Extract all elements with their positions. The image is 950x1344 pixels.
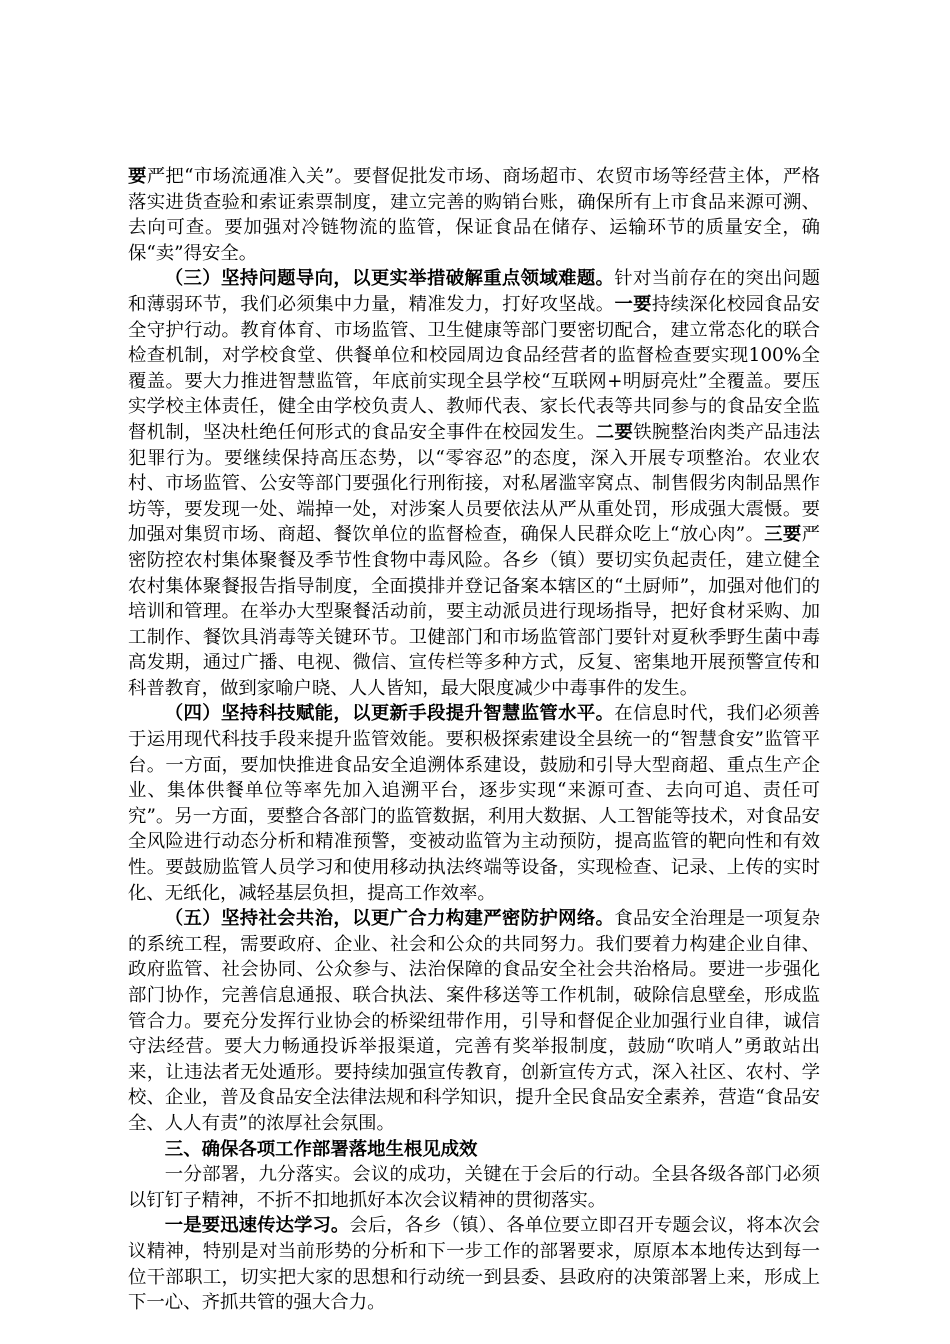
paragraph-text: 针对当前存在的突出问题和薄弱环节，我们必须集中力量，精准发力，打好攻坚战。 [128, 268, 820, 315]
paragraph-text: 在信息时代，我们必须善于运用现代科技手段来提升监管效能。要积极探索建设全县统一的“智慧食安”监管平台。一方面，要加快推进食品安全追溯体系建设，鼓励和引导大型商超、重点生产企业、集体供餐单位等率先加入追溯平台，逐步实现“来源可查、去向可追、责任可究”。另一方面，要整合各部门的监管数据，利用大数据、人工智能等技术，对食品安全风险进行动态分析和精准预警，变被动监管为主动预防，提高监管的靶向性和有效性。要鼓励监管人员学习和使用移动执法终端等设备，实现检查、记录、上传的实时化、无纸化，减轻基层负担，提高工作效率。 [128, 703, 820, 904]
paragraph-study [128, 1213, 820, 1315]
paragraph-implementation [128, 1162, 820, 1213]
paragraph-text: 铁腕整治肉类产品违法犯罪行为。要继续保持高压态势，以“零容忍”的态度，深入开展专项整治。农业农村、市场监管、公安等部门要强化行刑衔接，对私屠滥宰窝点、制售假劣肉制品黑作坊等，要发现一处、端掉一处，对涉案人员要依法从严从重处罚，形成强大震慑。要加强对集贸市场、商超、餐饮单位的监督检查，确保人民群众吃上“放心肉”。 [128, 421, 820, 546]
section-heading: 一是要迅速传达学习。 [164, 1215, 350, 1237]
section-heading: （五）坚持社会共治，以更广合力构建严密防护网络。 [164, 908, 615, 930]
item-marker: 二要 [595, 421, 634, 443]
paragraph-market-access [128, 164, 820, 266]
item-marker: 一要 [614, 293, 652, 315]
paragraph-problem-oriented [128, 266, 820, 701]
paragraph-text: 严密防控农村集体聚餐及季节性食物中毒风险。各乡（镇）要切实负起责任，建立健全农村集体聚餐报告指导制度，全面摸排并登记备案本辖区的“土厨师”，加强对他们的培训和管理。在举办大型聚餐活动前，要主动派员进行现场指导，把好食材采购、加工制作、餐饮具消毒等关键环节。卫健部门和市场监管部门要针对夏秋季野生菌中毒高发期，通过广播、电视、微信、宣传栏等多种方式，反复、密集地开展预警宣传和科普教育，做到家喻户晓、人人皆知，最大限度减少中毒事件的发生。 [128, 524, 820, 699]
paragraph-text: 一分部署，九分落实。会议的成功，关键在于会后的行动。全县各级各部门必须以钉钉子精神，不折不扣地抓好本次会议精神的贯彻落实。 [128, 1164, 820, 1211]
paragraph-text: 会后，各乡（镇）、各单位要立即召开专题会议，将本次会议精神，特别是对当前形势的分析和下一步工作的部署要求，原原本本地传达到每一位干部职工，切实把大家的思想和行动统一到县委、县政府的决策部署上来，形成上下一心、齐抓共管的强大合力。 [128, 1215, 820, 1314]
paragraph-technology [128, 701, 820, 906]
paragraph-text: 严把“市场流通准入关”。要督促批发市场、商场超市、农贸市场等经营主体，严格落实进货查验和索证索票制度，建立完善的购销台账，确保所有上市食品来源可溯、去向可查。要加强对冷链物流的监管，保证食品在储存、运输环节的质量安全，确保“卖”得安全。 [128, 166, 820, 264]
paragraph-social-governance [128, 906, 820, 1136]
lead-word: 要 [128, 166, 147, 187]
section-heading: （三）坚持问题导向，以更实举措破解重点领域难题。 [164, 268, 615, 290]
paragraph-text: 食品安全治理是一项复杂的系统工程，需要政府、企业、社会和公众的共同努力。我们要着力构建企业自律、政府监管、社会协同、公众参与、法治保障的食品安全社会共治格局。要进一步强化部门协作，完善信息通报、联合执法、案件移送等工作机制，破除信息壁垒，形成监管合力。要充分发挥行业协会的桥梁纽带作用，引导和督促企业加强行业自律，诚信守法经营。要大力畅通投诉举报渠道，完善有奖举报制度，鼓励“吹哨人”勇敢站出来，让违法者无处遁形。要持续加强宣传教育，创新宣传方式，深入社区、农村、学校、企业，普及食品安全法律法规和科学知识，提升全民食品安全素养，营造“食品安全、人人有责”的浓厚社会氛围。 [128, 908, 820, 1134]
section-heading: （四）坚持科技赋能，以更新手段提升智慧监管水平。 [164, 703, 615, 725]
document-body [128, 164, 820, 1316]
section-title: 三、确保各项工作部署落地生根见成效 [164, 1138, 478, 1160]
item-marker: 三要 [764, 524, 802, 546]
paragraph-text: 持续深化校园食品安全守护行动。教育体育、市场监管、卫生健康等部门要密切配合，建立常态化的联合检查机制，对学校食堂、供餐单位和校园周边食品经营者的监督检查要实现100%全覆盖。要大力推进智慧监管，年底前实现全县学校“互联网+明厨亮灶”全覆盖。要压实学校主体责任，健全由学校负责人、教师代表、家长代表等共同参与的食品安全监督机制，坚决杜绝任何形式的食品安全事件在校园发生。 [128, 293, 820, 443]
